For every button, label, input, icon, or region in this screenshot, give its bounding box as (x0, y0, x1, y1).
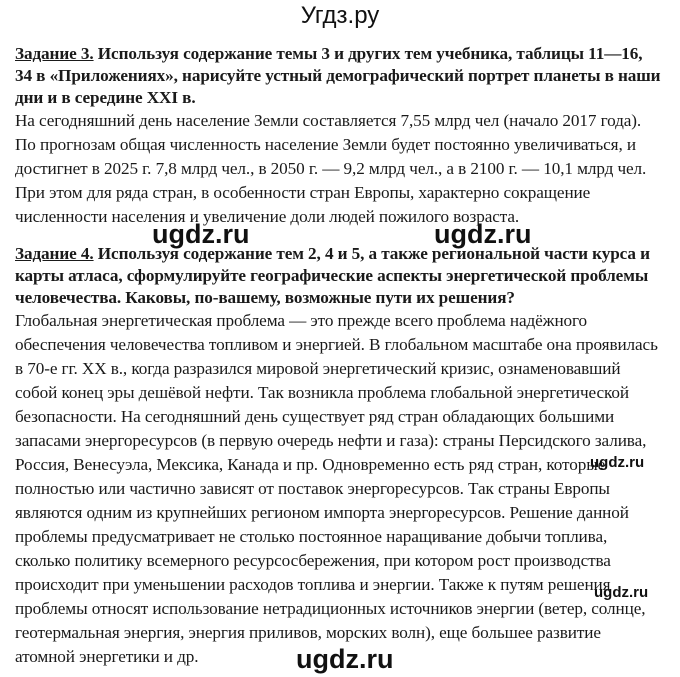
task3-answer-line: При этом для ряда стран, в особенности стран Европы, характерно сокращение (15, 183, 591, 202)
task4-answer-line: собой конец эры дешёвой нефти. Так возникла проблема глобальной энергетической (15, 383, 629, 402)
site-title: Угдз.ру (300, 2, 380, 29)
task4-question-line-3: человечества. Каковы, по-вашему, возможные пути их решения? (15, 288, 515, 307)
task4-answer-line: в 70-е гг. XX в., когда разразился мировой энергетический кризис, ознаменовавший (15, 359, 621, 378)
task3-answer-line: достигнет в 2025 г. 7,8 млрд чел., в 2050 г. — 9,2 млрд чел., а в 2100 г. — 10,1 млрд чел. (15, 159, 647, 178)
task4-answer-line: запасами энергоресурсов (в первую очередь нефти и газа): страны Персидского залива, (15, 431, 647, 450)
task3-question-line-1 (15, 44, 643, 64)
task3-answer-line: По прогнозам общая численность население Земли будет постоянно увеличиваться, и (15, 135, 636, 154)
task3-question-line-2: 34 в «Приложениях», нарисуйте устный демографический портрет планеты в наши (15, 66, 661, 85)
task4-question-text-1: Используя содержание тем 2, 4 и 5, а также региональной части курса и (93, 244, 650, 263)
task4-answer-line: проблемы предусматривает не столько постоянное наращивание добычи топлива, (15, 527, 608, 546)
task3-label: Задание 3. (15, 44, 94, 63)
task4-answer-line: происходит при уменьшении расходов топлива и энергии. Также к путям решения (15, 575, 611, 594)
task4-answer-line: геотермальная энергия, энергия приливов, морских волн), еще большее развитие (15, 623, 601, 642)
task4-label: Задание 4. (15, 244, 94, 263)
task3-question-text-1: Используя содержание темы 3 и других тем учебника, таблицы 11—16, (93, 44, 643, 63)
task4-answer-line: полностью или частично зависят от поставок энергоресурсов. Так страны Европы (15, 479, 610, 498)
task4-answer-line: сколько политику всемерного ресурсосбережения, при котором рост производства (15, 551, 611, 570)
task4-answer-line: Глобальная энергетическая проблема — это прежде всего проблема надёжного (15, 311, 588, 330)
task4-answer-line: проблемы относят использование нетрадиционных источников энергии (ветер, солнце, (15, 599, 646, 618)
watermark-side-upper: ugdz.ru (590, 454, 645, 471)
watermark-side-lower: ugdz.ru (594, 584, 649, 601)
task4-answer-line: Россия, Венесуэла, Мексика, Канада и пр. Одновременно есть ряд стран, которые (15, 455, 606, 474)
task4-question-line-1 (15, 244, 650, 264)
watermark-mid-left: ugdz.ru (152, 219, 250, 249)
task4-answer-line: обеспечения человечества топливом и энергией. В глобальном масштабе она проявилась (15, 335, 658, 354)
task3-question-line-3: дни и в середине XXI в. (15, 88, 196, 107)
task4-question-line-2: карты атласа, сформулируйте географические аспекты энергетической проблемы (15, 266, 649, 285)
task3-answer-line: численности населения и увеличение доли людей пожилого возраста. (15, 207, 520, 226)
watermark-mid-right: ugdz.ru (434, 219, 532, 249)
task4-answer-line: безопасности. На сегодняшний день существует ряд стран обладающих большими (15, 407, 615, 426)
task3-answer-line: На сегодняшний день население Земли составляется 7,55 млрд чел (начало 2017 года). (15, 111, 642, 130)
task4-answer-line: являются одним из крупнейших регионом импорта энергоресурсов. Решение данной (15, 503, 629, 522)
task4-answer-line: атомной энергетики и др. (15, 647, 199, 666)
watermark-footer: ugdz.ru (296, 644, 394, 674)
